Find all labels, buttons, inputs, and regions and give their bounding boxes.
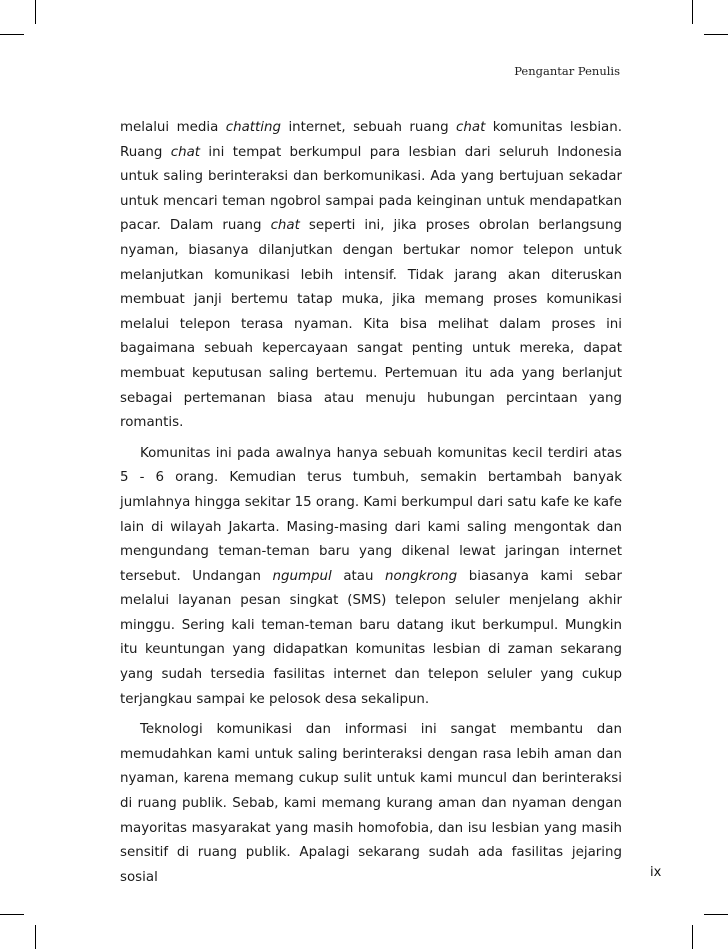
text-run: melalui media <box>120 120 226 135</box>
paragraph-2 <box>120 442 622 713</box>
crop-mark-bottom-right-horizontal <box>704 914 728 915</box>
crop-mark-bottom-left-horizontal <box>0 914 24 915</box>
italic-term: chat <box>170 144 201 160</box>
text-run: Teknologi komunikasi dan informasi ini sangat membantu dan memudahkan kami untuk saling berinteraksi dengan rasa lebih aman dan nyaman, karena memang cukup sulit untuk kami muncul dan berinteraksi di ruang publik. Sebab, kami memang kurang aman dan nyaman dengan mayoritas masyarakat yang masih homofobia, dan isu lesbian yang masih sensitif di ruang publik. Apalagi sekarang sudah ada fasilitas jejaring sosial <box>120 722 622 885</box>
running-header: Pengantar Penulis <box>514 64 620 78</box>
italic-term: chat <box>456 120 486 135</box>
italic-term: chatting <box>225 120 281 135</box>
crop-mark-bottom-right-vertical <box>692 925 693 949</box>
body-text <box>120 116 622 896</box>
crop-mark-top-left-horizontal <box>0 34 24 35</box>
crop-mark-bottom-left-vertical <box>35 925 36 949</box>
italic-term: nongkrong <box>385 568 458 584</box>
paragraph-1 <box>120 116 622 436</box>
italic-term: chat <box>270 218 300 234</box>
text-run: biasanya kami sebar melalui layanan pesan singkat (SMS) telepon seluler menjelang akhir minggu. Sering kali teman-teman baru datang ikut berkumpul. Mungkin itu keuntungan yang didapatkan komunitas lesbian di zaman sekarang yang sudah tersedia fasilitas internet dan telepon seluler yang cukup terjangkau sampai ke pelosok desa sekalipun. <box>120 568 622 707</box>
crop-mark-top-left-vertical <box>35 0 36 24</box>
page-number: ix <box>650 865 662 880</box>
text-run: atau <box>331 568 386 584</box>
text-run: Komunitas ini pada awalnya hanya sebuah komunitas kecil terdiri atas 5 - 6 orang. Kemudian terus tumbuh, semakin bertambah banyak jumlahnya hingga sekitar 15 orang. Kami berkumpul dari satu kafe ke kafe lain di wilayah Jakarta. Masing-masing dari kami saling mengontak dan mengundang teman-teman baru yang dikenal lewat jaringan internet tersebut. Undangan <box>120 445 622 584</box>
paragraph-3 <box>120 718 622 890</box>
crop-mark-top-right-vertical <box>692 0 693 24</box>
crop-mark-top-right-horizontal <box>704 34 728 35</box>
text-run: ini tempat berkumpul para lesbian dari seluruh Indonesia untuk saling berinteraksi dan berkomunikasi. Ada yang bertujuan sekadar untuk mencari teman ngobrol sampai pada keinginan untuk mendapatkan pacar. Dalam ruang <box>120 144 622 234</box>
text-run: komunitas lesbian. Ruang <box>120 120 622 160</box>
text-run: seperti ini, jika proses obrolan berlangsung nyaman, biasanya dilanjutkan dengan bertukar nomor telepon untuk melanjutkan komunikasi lebih intensif. Tidak jarang akan diteruskan membuat janji bertemu tatap muka, jika memang proses komunikasi melalui telepon terasa nyaman. Kita bisa melihat dalam proses ini bagaimana sebuah kepercayaan sangat penting untuk mereka, dapat membuat keputusan saling bertemu. Pertemuan itu ada yang berlanjut sebagai pertemanan biasa atau menuju hubungan percintaan yang romantis. <box>120 218 623 431</box>
text-run: internet, sebuah ruang <box>281 120 457 135</box>
italic-term: ngumpul <box>272 568 332 584</box>
